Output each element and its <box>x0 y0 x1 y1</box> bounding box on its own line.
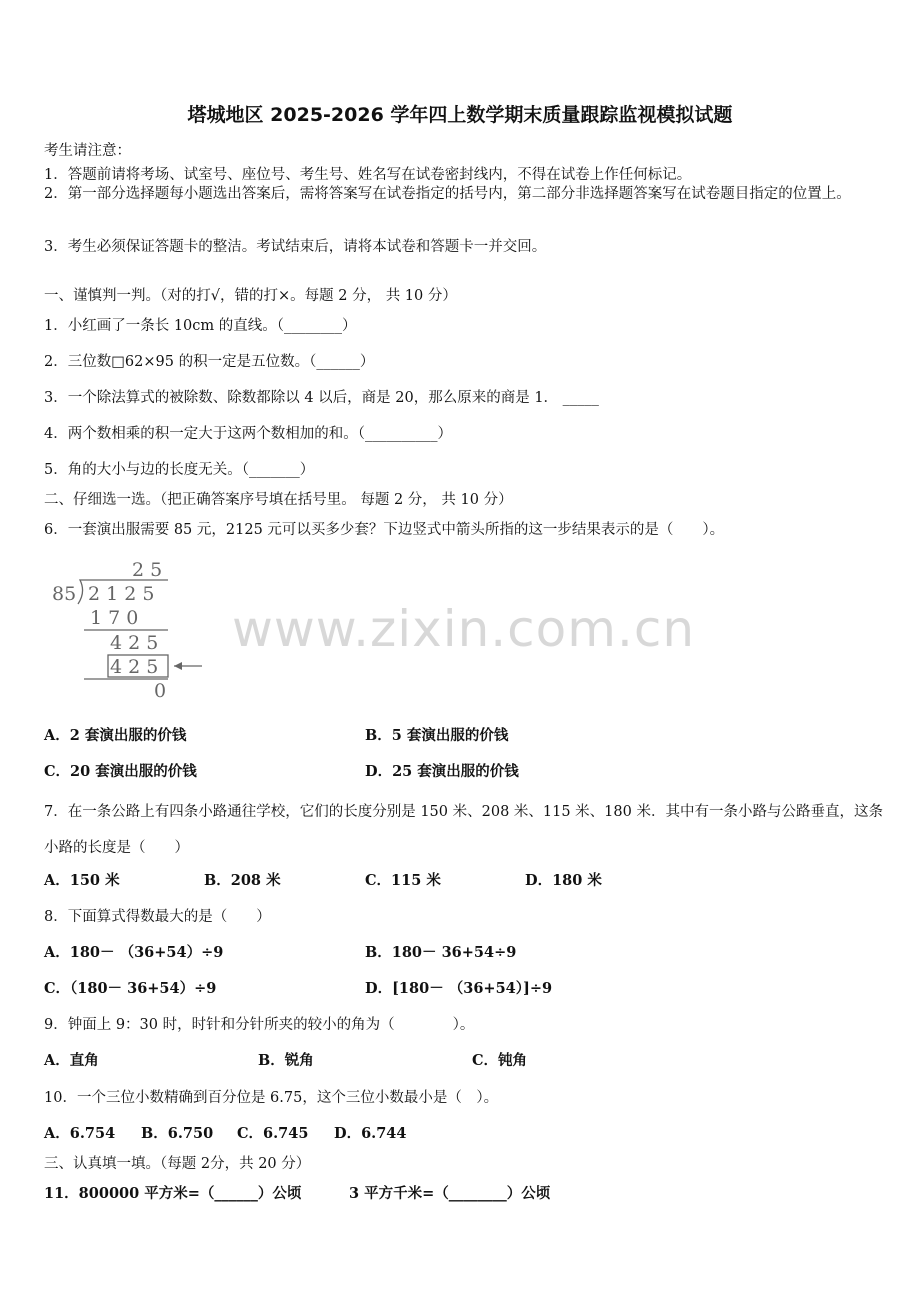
q10-option-b: B．6.750 <box>141 1125 214 1142</box>
q10-option-c: C．6.745 <box>237 1125 309 1142</box>
division-quotient: 2 5 <box>132 559 163 581</box>
notes-heading: 考生请注意： <box>44 143 131 159</box>
q10-option-d: D．6.744 <box>334 1125 407 1142</box>
division-step-2: 4 2 5 <box>110 632 159 654</box>
note-item-2: 2．第一部分选择题每小题选出答案后，需将答案写在试卷指定的括号内，第二部分非选择题答案写在试卷题目指定的位置上。 <box>44 186 851 202</box>
section2-heading: 二、仔细选一选。（把正确答案序号填在括号里。 每题 2 分， 共 10 分） <box>44 492 513 508</box>
q9-option-b: B．锐角 <box>258 1052 314 1069</box>
q7-option-c: C．115 米 <box>365 872 441 889</box>
question-1: 1．小红画了一条长 10cm 的直线。（________） <box>44 318 357 334</box>
watermark: www.zixin.com.cn <box>232 600 696 658</box>
division-divisor: 85 <box>52 583 77 605</box>
question-5: 5．角的大小与边的长度无关。（_______） <box>44 462 315 478</box>
q7-option-d: D．180 米 <box>525 872 602 889</box>
q6-option-c: C．20 套演出服的价钱 <box>44 763 197 780</box>
question-10: 10．一个三位小数精确到百分位是 6.75，这个三位小数最小是（ ）。 <box>44 1090 499 1106</box>
section3-heading: 三、认真填一填。（每题 2分，共 20 分） <box>44 1156 311 1172</box>
section1-heading: 一、谨慎判一判。（对的打√，错的打×。每题 2 分， 共 10 分） <box>44 288 457 304</box>
division-remainder: 0 <box>154 680 167 702</box>
question-4: 4．两个数相乘的积一定大于这两个数相加的和。（__________） <box>44 426 452 442</box>
question-8: 8．下面算式得数最大的是（ ） <box>44 909 271 925</box>
q8-option-b: B．180－ 36+54÷9 <box>365 944 517 961</box>
q8-option-a: A．180－ （36+54）÷9 <box>44 944 224 961</box>
page-title: 塔城地区 2025-2026 学年四上数学期末质量跟踪监视模拟试题 <box>187 104 733 126</box>
question-7: 7．在一条公路上有四条小路通往学校，它们的长度分别是 150 米、208 米、115 米、180 米．其中有一条小路与公路垂直，这条小路的长度是（ ） <box>44 804 883 856</box>
question-11-part-1: 11．800000 平方米=（______）公顷 <box>44 1185 302 1202</box>
q9-option-a: A．直角 <box>44 1052 99 1069</box>
question-6: 6．一套演出服需要 85 元，2125 元可以买多少套？下边竖式中箭头所指的这一步结果表示的是（ ）。 <box>44 522 725 538</box>
division-dividend: 2 1 2 5 <box>88 583 155 605</box>
question-2: 2．三位数□62×95 的积一定是五位数。（______） <box>44 354 375 370</box>
q6-option-d: D．25 套演出服的价钱 <box>365 763 519 780</box>
q7-option-b: B．208 米 <box>204 872 281 889</box>
q8-option-d: D．[180－ （36+54）]÷9 <box>365 980 553 997</box>
division-step-1: 1 7 0 <box>90 607 139 629</box>
q7-option-a: A．150 米 <box>44 872 120 889</box>
note-item-1: 1．答题前请将考场、试室号、座位号、考生号、姓名写在试卷密封线内，不得在试卷上作任何标记。 <box>44 167 692 183</box>
question-3: 3．一个除法算式的被除数、除数都除以 4 以后，商是 20，那么原来的商是 1． _____ <box>44 390 599 406</box>
question-11-part-2: 3 平方千米=（________）公顷 <box>349 1185 551 1202</box>
note-item-3: 3．考生必须保证答题卡的整洁。考试结束后，请将本试卷和答题卡一并交回。 <box>44 239 547 255</box>
q6-option-b: B．5 套演出服的价钱 <box>365 727 509 744</box>
division-step-3: 4 2 5 <box>110 656 159 678</box>
q6-option-a: A．2 套演出服的价钱 <box>44 727 187 744</box>
arrow-head-icon <box>174 662 182 670</box>
question-9: 9．钟面上 9：30 时，时针和分针所夹的较小的角为（ ）。 <box>44 1017 475 1033</box>
q8-option-c: C．（180－ 36+54）÷9 <box>44 980 217 997</box>
q10-option-a: A．6.754 <box>44 1125 116 1142</box>
q9-option-c: C．钝角 <box>472 1052 528 1069</box>
long-division-figure <box>50 556 210 704</box>
